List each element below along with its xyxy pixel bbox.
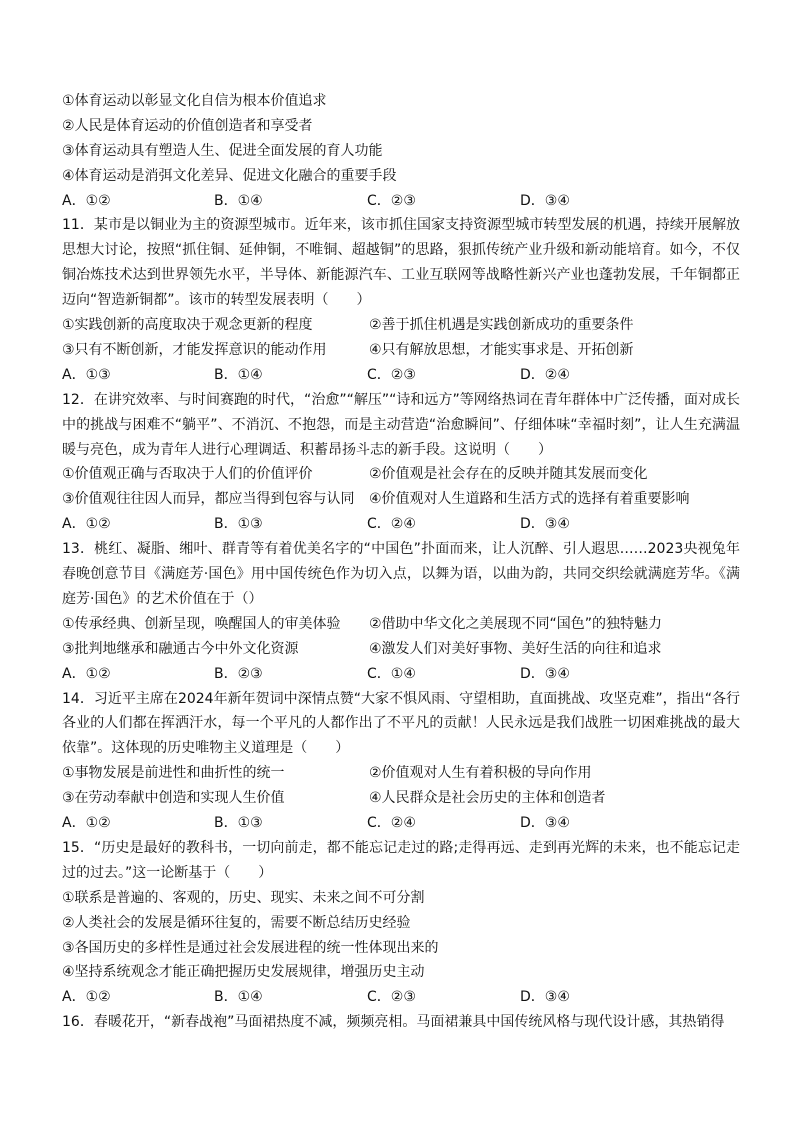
q15-option-3: ③各国历史的多样性是通过社会发展进程的统一性体现出来的 <box>62 939 439 956</box>
q12-option-2: ②价值观是社会存在的反映并随其发展而变化 <box>369 466 648 483</box>
q13-answer-c[interactable]: C．①④ <box>367 665 416 682</box>
q11-answer-d[interactable]: D．②④ <box>520 366 570 383</box>
q13-answer-a[interactable]: A．①② <box>62 665 111 682</box>
page-content <box>62 89 740 1035</box>
q14-answer-a[interactable]: A．①② <box>62 815 111 832</box>
q11-option-4: ④只有解放思想，才能实事求是、开拓创新 <box>369 341 634 358</box>
q12-answer-a[interactable]: A．①② <box>62 516 111 533</box>
q12-option-1: ①价值观正确与否取决于人们的价值评价 <box>62 466 313 483</box>
q12-answer-b[interactable]: B．①③ <box>214 516 263 533</box>
q10-answer-choices <box>62 189 740 214</box>
q14-options-row-1 <box>62 761 740 786</box>
q13-option-4: ④激发人们对美好事物、美好生活的向往和追求 <box>369 640 662 657</box>
q11-option-1: ①实践创新的高度取决于观念更新的程度 <box>62 317 313 334</box>
q14-stem: 14．习近平主席在2024年新年贺词中深情点赞“大家不惧风雨、守望相助，直面挑战、攻坚克难”，指出“各行各业的人们都在挥洒汗水，每一个平凡的人都作出了不平凡的贡献！人民永远是我们战胜一切困难挑战的最大依靠”。这体现的历史唯物主义道理是（ ） <box>62 690 740 757</box>
q10-option-4: ④体育运动是消弭文化差异、促进文化融合的重要手段 <box>62 167 397 184</box>
q15-answer-d[interactable]: D．③④ <box>520 989 570 1006</box>
q11-answer-choices <box>62 363 740 388</box>
q13-option-3: ③批判地继承和融通古今中外文化资源 <box>62 640 299 657</box>
q10-answer-a[interactable]: A．①② <box>62 192 111 209</box>
q12-stem: 12．在讲究效率、与时间赛跑的时代，“治愈”“解压”“诗和远方”等网络热词在青年群体中广泛传播，面对成长中的挑战与困难不“躺平”、不消沉、不抱怨，而是主动营造“治愈瞬间”、仔细体味“幸福时刻”，让人生充满温暖与亮色，成为青年人进行心理调适、积蓄昂扬斗志的新手段。这说明（ ） <box>62 391 740 458</box>
q11-options-row-2 <box>62 338 740 363</box>
q14-answer-c[interactable]: C．②④ <box>367 815 416 832</box>
q12-options-row-1 <box>62 462 740 487</box>
q14-option-1: ①事物发展是前进性和曲折性的统一 <box>62 765 285 782</box>
q15-option-4: ④坚持系统观念才能正确把握历史发展规律，增强历史主动 <box>62 964 425 981</box>
q11-option-2: ②善于抓住机遇是实践创新成功的重要条件 <box>369 317 634 334</box>
q14-options-row-2 <box>62 786 740 811</box>
q12-answer-c[interactable]: C．②④ <box>367 516 416 533</box>
q12-option-3: ③价值观往往因人而异，都应当得到包容与认同 <box>62 491 355 508</box>
q14-option-2: ②价值观对人生有着积极的导向作用 <box>369 765 592 782</box>
q13-stem: 13．桃红、凝脂、缃叶、群青等有着优美名字的“中国色”扑面而来，让人沉醉、引人遐思……2023央视兔年春晚创意节目《满庭芳·国色》用中国传统色作为切入点，以舞为语，以曲为韵，共同交织绘就满庭芳华。《满庭芳·国色》的艺术价值在于（） <box>62 541 740 607</box>
q10-answer-d[interactable]: D．③④ <box>520 192 570 209</box>
q14-option-4: ④人民群众是社会历史的主体和创造者 <box>369 790 606 807</box>
q13-answer-choices <box>62 662 740 687</box>
q10-option-2: ②人民是体育运动的价值创造者和享受者 <box>62 117 313 134</box>
q15-answer-b[interactable]: B．①④ <box>214 989 263 1006</box>
q10-option-3: ③体育运动具有塑造人生、促进全面发展的育人功能 <box>62 142 383 159</box>
q11-options-row-1 <box>62 313 740 338</box>
q11-answer-c[interactable]: C．②③ <box>367 366 416 383</box>
q16-stem: 16．春暖花开，“新春战袍”马面裙热度不减，频频亮相。马面裙兼具中国传统风格与现代设计感，其热销得 <box>62 1014 725 1031</box>
q13-options-row-1 <box>62 612 740 637</box>
q10-option-1: ①体育运动以彰显文化自信为根本价值追求 <box>62 93 327 109</box>
q15-option-2: ②人类社会的发展是循环往复的，需要不断总结历史经验 <box>62 914 411 931</box>
q14-answer-d[interactable]: D．③④ <box>520 815 570 832</box>
question-11 <box>62 213 740 387</box>
q15-answer-choices <box>62 985 740 1010</box>
question-16 <box>62 1010 740 1035</box>
question-15 <box>62 836 740 1010</box>
q11-stem: 11．某市是以铜业为主的资源型城市。近年来，该市抓住国家支持资源型城市转型发展的机遇，持续开展解放思想大讨论，按照“抓住铜、延伸铜，不唯铜、超越铜”的思路，狠抓传统产业升级和新动能培育。如今，不仅铜冶炼技术达到世界领先水平，半导体、新能源汽车、工业互联网等战略性新兴产业也蓬勃发展，千年铜都正迈向“智造新铜都”。该市的转型发展表明（ ） <box>62 217 740 309</box>
q15-answer-a[interactable]: A．①② <box>62 989 111 1006</box>
question-13 <box>62 537 740 686</box>
q13-answer-d[interactable]: D．③④ <box>520 665 570 682</box>
q14-answer-choices <box>62 811 740 836</box>
q15-stem: 15．“历史是最好的教科书，一切向前走，都不能忘记走过的路;走得再远、走到再光辉的未来，也不能忘记走过的过去。”这一论断基于（ ） <box>62 839 740 881</box>
q10-answer-c[interactable]: C．②③ <box>367 192 416 209</box>
question-14 <box>62 687 740 836</box>
q15-option-1: ①联系是普遍的、客观的，历史、现实、未来之间不可分割 <box>62 889 425 906</box>
q13-answer-b[interactable]: B．②③ <box>214 665 263 682</box>
q14-answer-b[interactable]: B．①③ <box>214 815 263 832</box>
q13-option-1: ①传承经典、创新呈现，唤醒国人的审美体验 <box>62 615 341 632</box>
q15-answer-c[interactable]: C．②③ <box>367 989 416 1006</box>
q11-answer-b[interactable]: B．①④ <box>214 366 263 383</box>
q13-option-2: ②借助中华文化之美展现不同“国色”的独特魅力 <box>369 615 663 632</box>
q11-option-3: ③只有不断创新，才能发挥意识的能动作用 <box>62 341 327 358</box>
question-10 <box>62 89 740 213</box>
q12-options-row-2 <box>62 487 740 512</box>
q10-answer-b[interactable]: B．①④ <box>214 192 263 209</box>
q14-option-3: ③在劳动奉献中创造和实现人生价值 <box>62 790 285 807</box>
question-12 <box>62 388 740 537</box>
q12-option-4: ④价值观对人生道路和生活方式的选择有着重要影响 <box>369 491 690 508</box>
q11-answer-a[interactable]: A．①③ <box>62 366 111 383</box>
q13-options-row-2 <box>62 637 740 662</box>
q12-answer-choices <box>62 512 740 537</box>
q12-answer-d[interactable]: D．③④ <box>520 516 570 533</box>
